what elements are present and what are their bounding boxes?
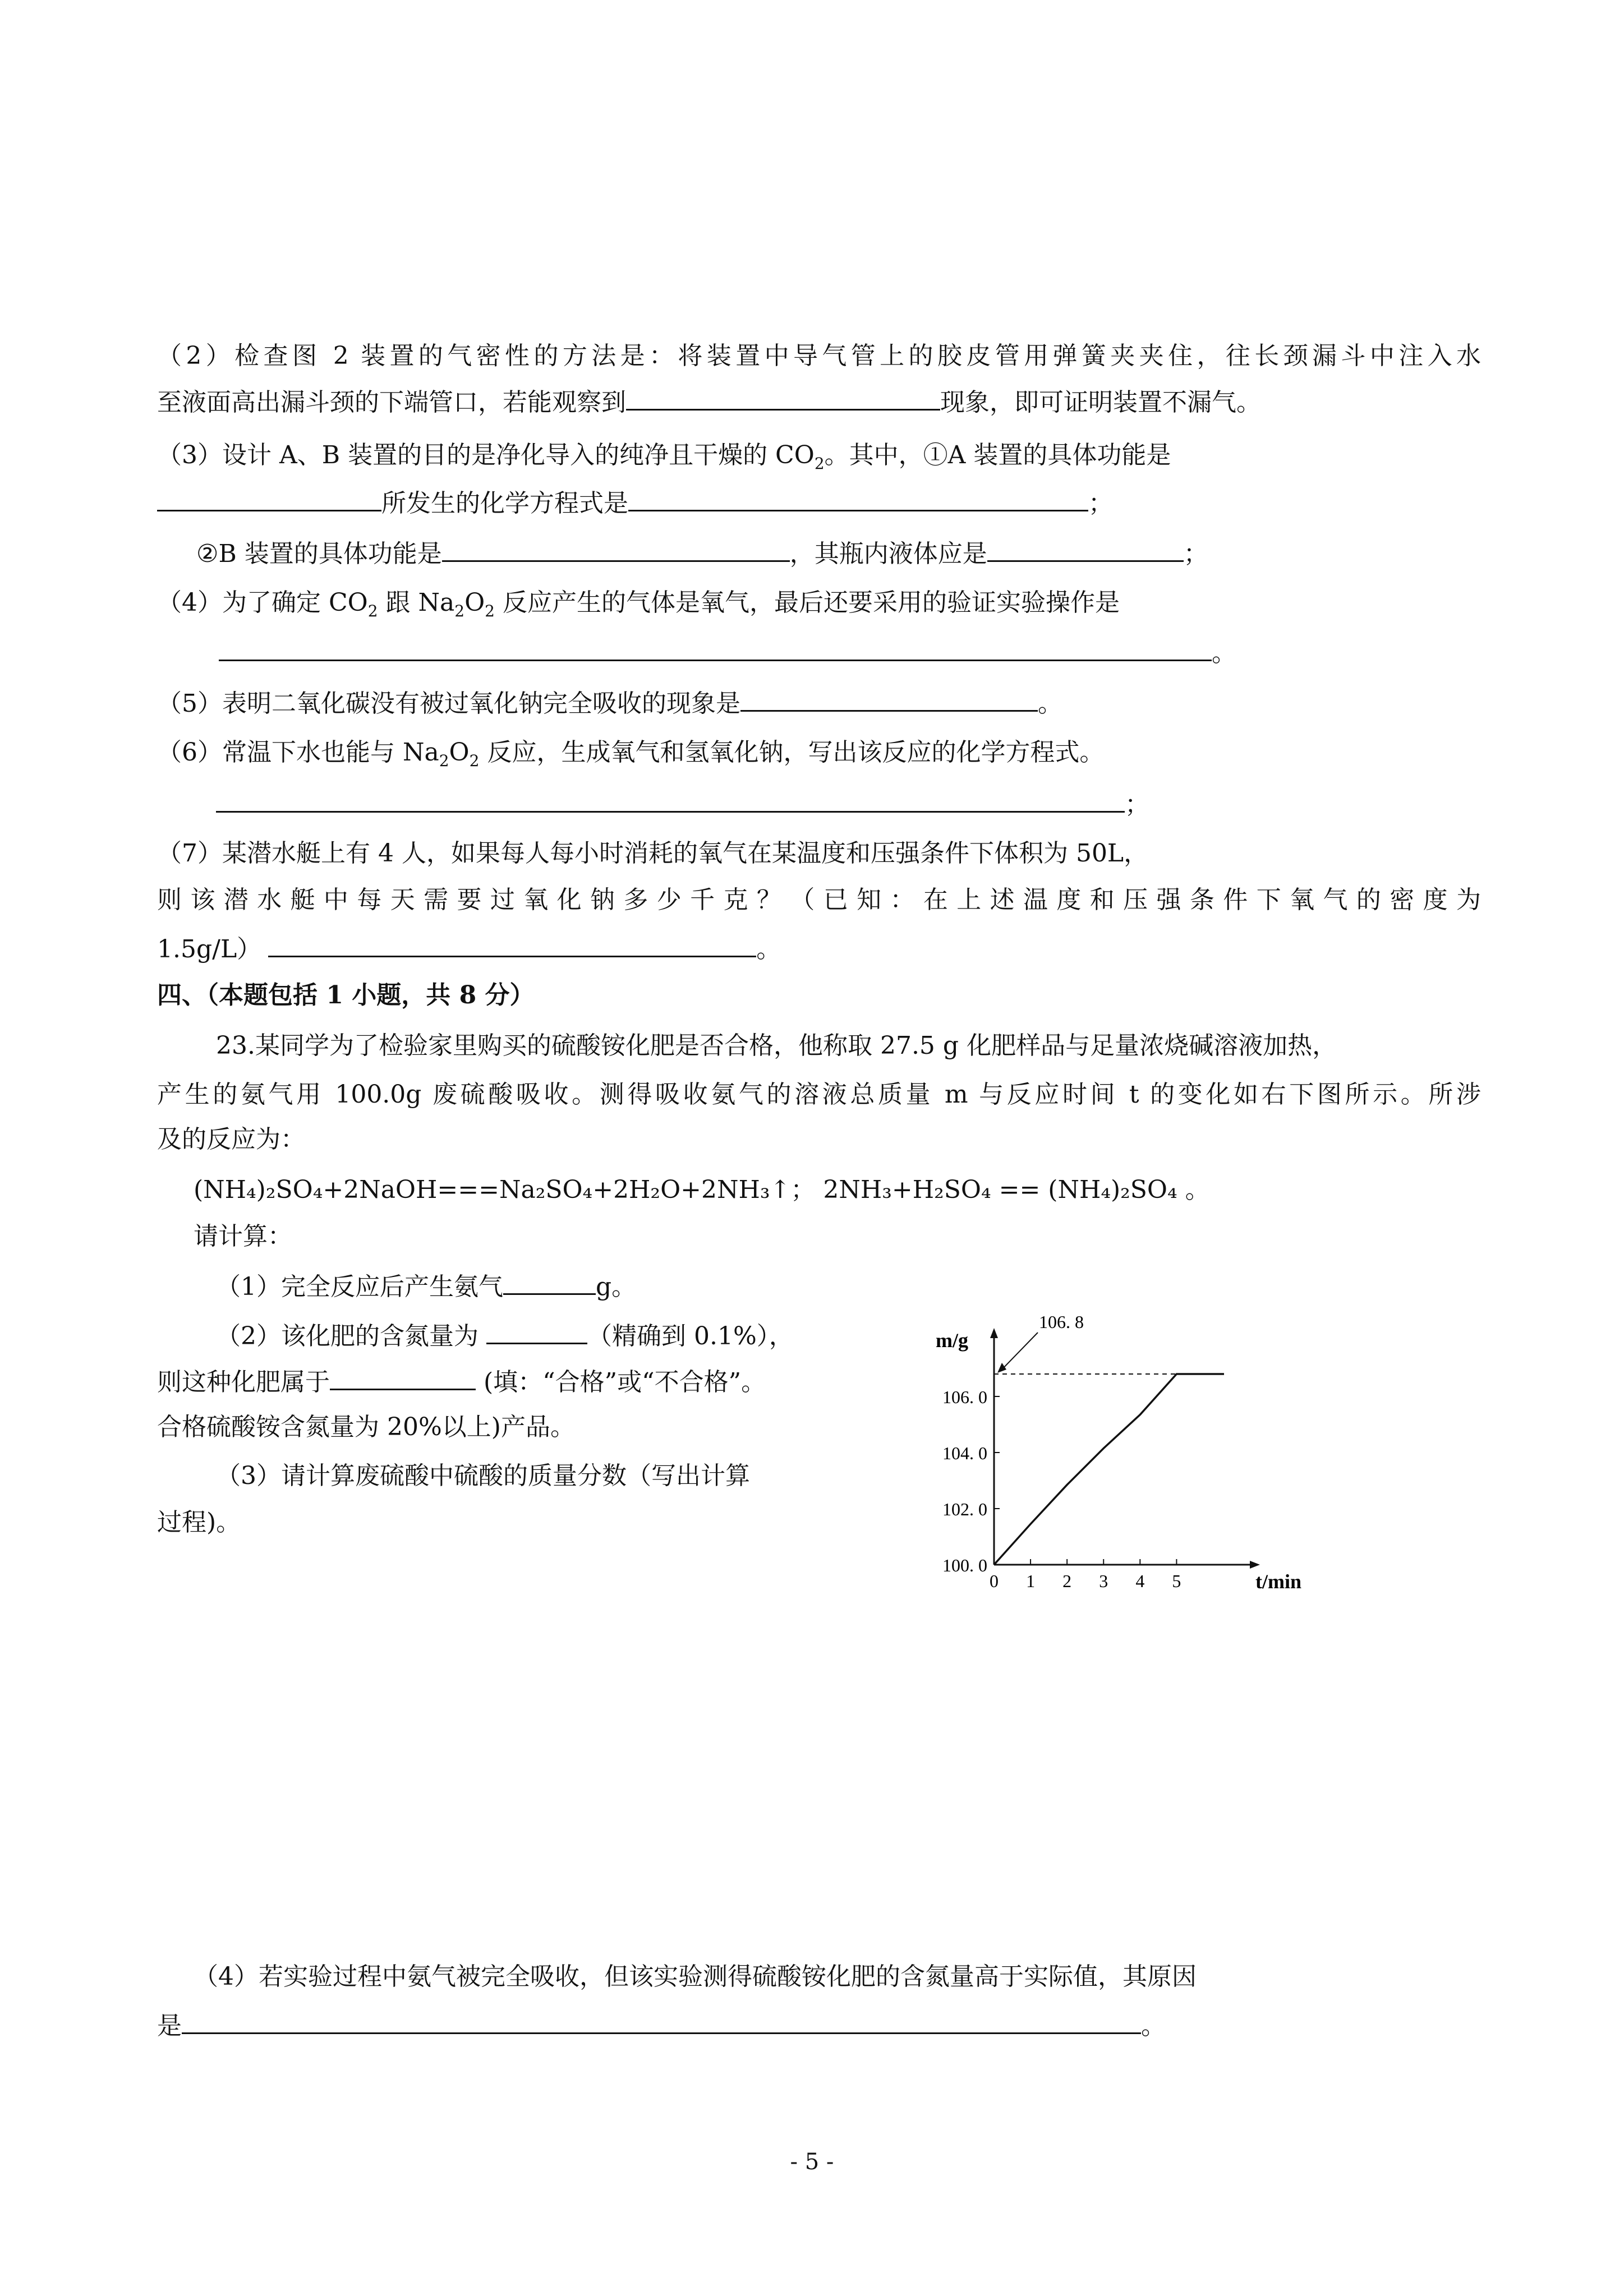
q23-ask: 请计算： (194, 1222, 292, 1251)
q23-sub4-line1: （4）若实验过程中氨气被完全吸收，但该实验测得硫酸铵化肥的含氮量高于实际值，其原因 (194, 1962, 1197, 1991)
answer-blank[interactable] (626, 384, 940, 411)
x-axis-label: t/min (1255, 1570, 1302, 1593)
q22-part6-line1: （6）常温下水也能与 $Na_2O_2$ 反应，生成氧气和氢氧化钠，写出该反应的化学方程式。 (157, 738, 1105, 770)
q22-part2-line1: （2）检查图 2 装置的气密性的方法是：将装置中导气管上的胶皮管用弹簧夹夹住，往长颈漏斗中注入水 (157, 342, 1481, 370)
data-line (994, 1374, 1224, 1565)
q23-intro-line2: 产生的氨气用 100.0g 废硫酸吸收。测得吸收氨气的溶液总质量 m 与反应时间 t 的变化如右下图所示。所涉 (157, 1080, 1481, 1109)
answer-blank[interactable] (268, 931, 756, 957)
annotation-label: 106. 8 (1039, 1312, 1084, 1332)
q22-part7-line3: 1.5g/L） 。 (157, 931, 781, 966)
answer-blank[interactable] (503, 1269, 596, 1295)
x-tick-label: 0 (990, 1571, 999, 1591)
y-tick-label: 106. 0 (942, 1387, 987, 1407)
q23-sub3-line1: （3）请计算废硫酸中硫酸的质量分数（写出计算 (216, 1461, 750, 1490)
q22-part7-line2: 则该潜水艇中每天需要过氧化钠多少千克？（已知：在上述温度和压强条件下氧气的密度为 (157, 886, 1481, 914)
answer-blank[interactable] (486, 1318, 587, 1344)
x-tick-label: 4 (1135, 1571, 1145, 1591)
answer-blank[interactable] (219, 635, 1212, 661)
q22-part4-line1: （4）为了确定 $CO_2$ 跟 $Na_2O_2$ 反应产生的气体是氧气，最后还要采用的验证实验操作是 (157, 588, 1120, 620)
y-tick-label: 100. 0 (942, 1555, 987, 1575)
q22-part7-line1: （7）某潜水艇上有 4 人，如果每人每小时消耗的氧气在某温度和压强条件下体积为 50L， (157, 839, 1149, 868)
q23-equation: (NH₄)₂SO₄+2NaOH===Na₂SO₄+2H₂O+2NH₃↑； 2NH₃+H₂SO₄ == (NH₄)₂SO₄ 。 (194, 1175, 1210, 1204)
q22-part4-line2: 。 (219, 635, 1236, 670)
q23-sub2-line1: （2）该化肥的含氮量为 （精确到 0.1%）， (216, 1318, 794, 1353)
q23-sub2-line3: 合格硫酸铵含氮量为 20%以上)产品。 (157, 1413, 575, 1441)
q23-intro-line1: 23.某同学为了检验家里购买的硫酸铵化肥是否合格，他称取 27.5 g 化肥样品与足量浓烧碱溶液加热， (216, 1031, 1337, 1060)
q23-sub3-line2: 过程)。 (157, 1508, 241, 1537)
q23-sub4-line2: 是 。 (157, 2008, 1166, 2043)
q22-part3-line2: 所发生的化学方程式是 ； (157, 485, 1113, 520)
answer-blank[interactable] (216, 786, 1125, 813)
y-axis-arrow (990, 1328, 998, 1338)
y-tick-label: 104. 0 (942, 1443, 987, 1463)
annotation-arrow-head (997, 1363, 1006, 1373)
answer-blank[interactable] (157, 485, 381, 511)
section-heading: 四、（本题包括 1 小题，共 8 分） (157, 981, 535, 1009)
answer-blank[interactable] (330, 1364, 476, 1390)
page-number: - 5 - (790, 2149, 834, 2175)
q23-intro-line3: 及的反应为： (157, 1125, 305, 1154)
x-tick-label: 5 (1172, 1571, 1181, 1591)
answer-blank[interactable] (442, 536, 790, 562)
q23-sub1: （1）完全反应后产生氨气 g。 (216, 1269, 636, 1304)
mass-time-chart (914, 1307, 1302, 1604)
y-axis-label: m/g (936, 1329, 968, 1352)
answer-blank[interactable] (987, 536, 1184, 562)
q22-part5: （5）表明二氧化碳没有被过氧化钠完全吸收的现象是 。 (157, 685, 1062, 721)
q22-part2-line2: 至液面高出漏斗颈的下端管口，若能观察到 现象，即可证明装置不漏气。 (157, 384, 1261, 419)
q23-sub2-line2: 则这种化肥属于 (填：“合格”或“不合格”。 (157, 1364, 766, 1399)
q22-part3-line3: ②B 装置的具体功能是 ，其瓶内液体应是 ； (196, 536, 1208, 571)
y-tick-label: 102. 0 (942, 1499, 987, 1519)
answer-blank[interactable] (740, 685, 1038, 712)
x-tick-label: 2 (1062, 1571, 1072, 1591)
q22-part6-line2: ； (216, 786, 1149, 822)
answer-blank[interactable] (182, 2008, 1141, 2034)
x-tick-label: 3 (1099, 1571, 1108, 1591)
q22-part3-line1: （3）设计 A、B 装置的目的是净化导入的纯净且干燥的 $CO_2$。其中，①A 装置的具体功能是 (157, 441, 1171, 473)
x-axis-arrow (1250, 1561, 1260, 1569)
x-tick-label: 1 (1026, 1571, 1036, 1591)
annotation-arrow-line (1001, 1333, 1038, 1371)
answer-blank[interactable] (628, 485, 1088, 511)
